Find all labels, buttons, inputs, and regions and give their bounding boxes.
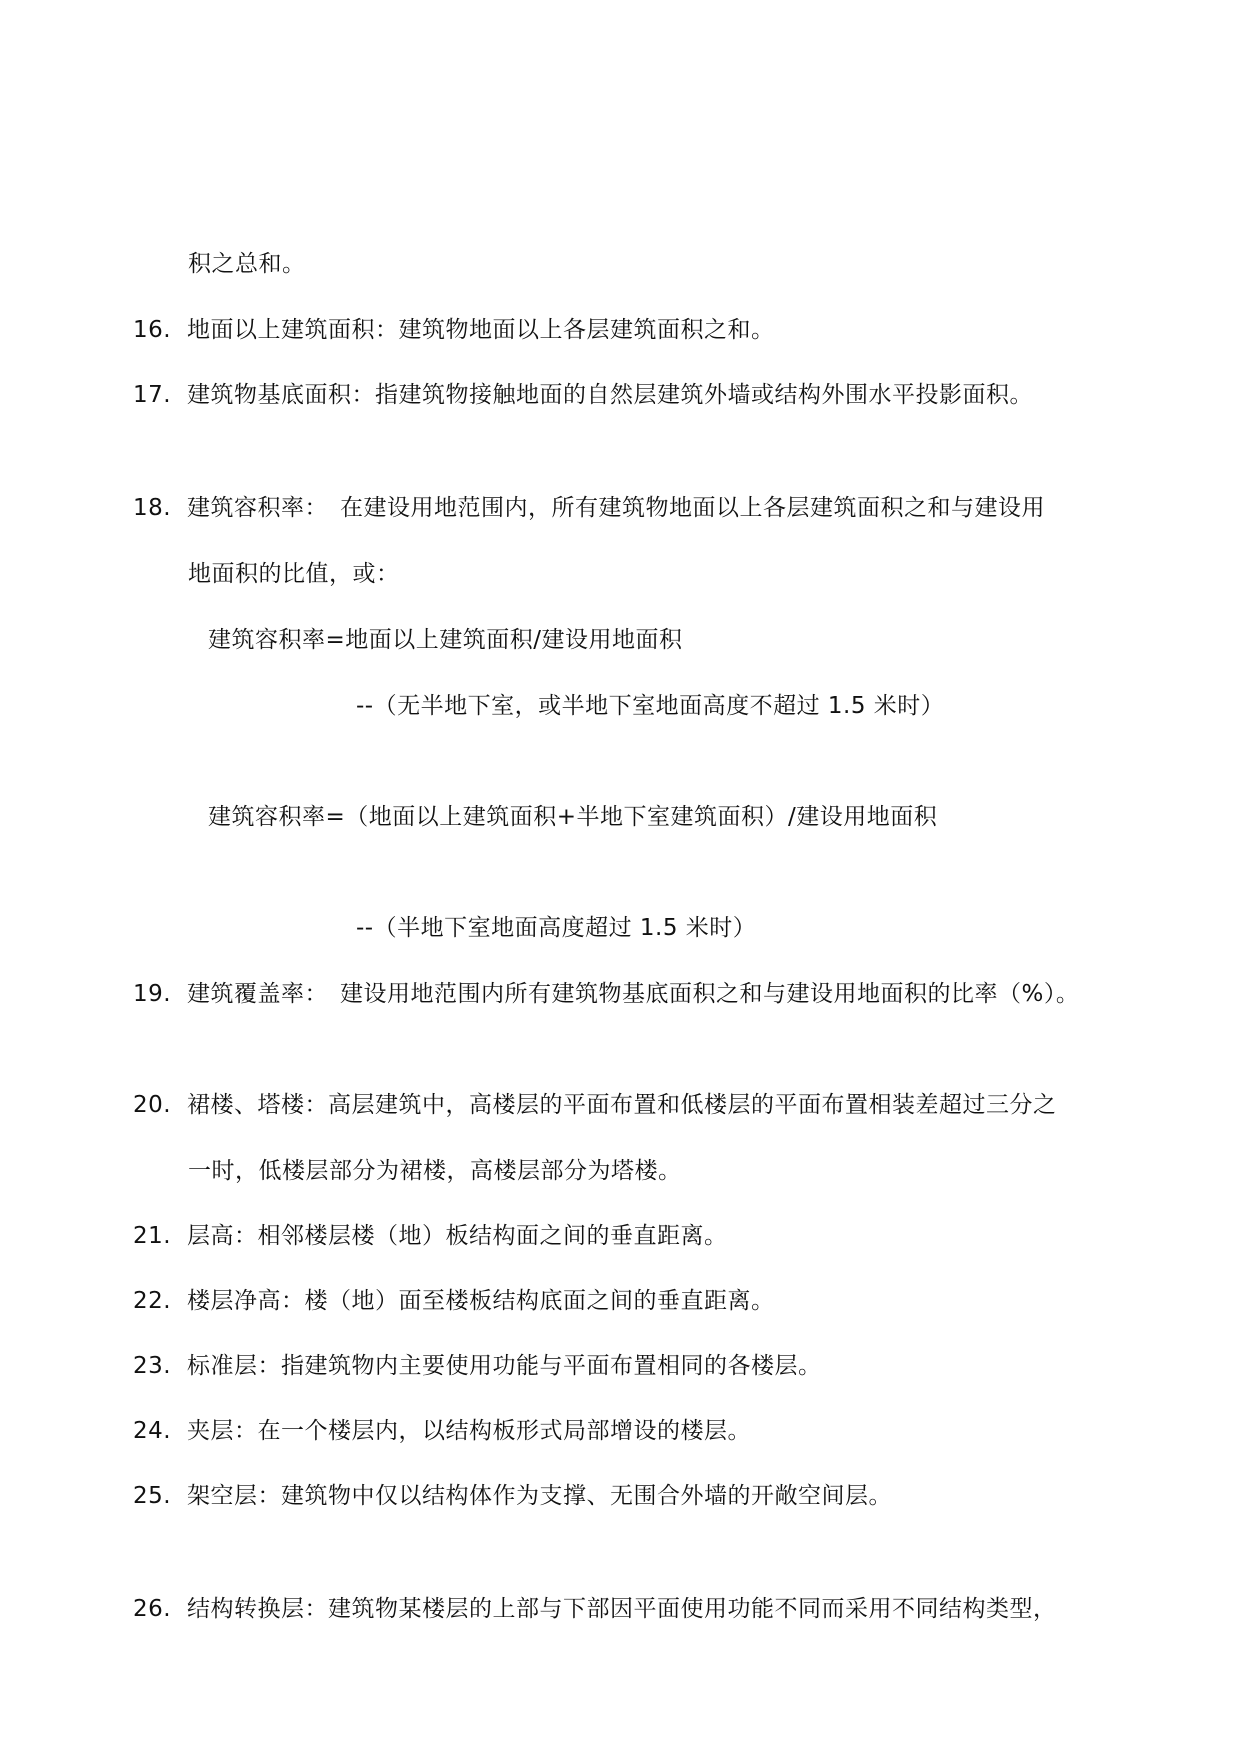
definition-text: 建筑物基底面积：指建筑物接触地面的自然层建筑外墙或结构外围水平投影面积。 <box>187 382 1033 408</box>
definition-25 <box>133 1481 892 1511</box>
definition-text: 楼层净高：楼（地）面至楼板结构底面之间的垂直距离。 <box>187 1288 775 1314</box>
formula-2-note: --（半地下室地面高度超过 1.5 米时） <box>356 915 757 941</box>
definition-text-continued: 地面积的比值，或： <box>188 561 400 587</box>
item-number: 16. <box>133 317 172 343</box>
item-number: 26. <box>133 1596 172 1622</box>
item-number: 20. <box>133 1092 172 1118</box>
formula-1: 建筑容积率=地面以上建筑面积/建设用地面积 <box>208 627 683 653</box>
item-number: 22. <box>133 1288 172 1314</box>
definition-26 <box>133 1594 1057 1624</box>
definition-text: 建筑容积率： 在建设用地范围内，所有建筑物地面以上各层建筑面积之和与建设用 <box>187 495 1045 521</box>
formula-2: 建筑容积率=（地面以上建筑面积+半地下室建筑面积）/建设用地面积 <box>208 804 938 830</box>
definition-text: 标准层：指建筑物内主要使用功能与平面布置相同的各楼层。 <box>187 1353 822 1379</box>
definition-text: 夹层：在一个楼层内，以结构板形式局部增设的楼层。 <box>187 1418 751 1444</box>
item-number: 21. <box>133 1223 172 1249</box>
definition-21 <box>133 1221 728 1251</box>
definition-20 <box>133 1090 1057 1120</box>
definition-text: 结构转换层：建筑物某楼层的上部与下部因平面使用功能不同而采用不同结构类型， <box>187 1596 1057 1622</box>
item-number: 19. <box>133 981 172 1007</box>
definition-24 <box>133 1416 751 1446</box>
definition-text: 架空层：建筑物中仅以结构体作为支撑、无围合外墙的开敞空间层。 <box>187 1483 892 1509</box>
item-number: 25. <box>133 1483 172 1509</box>
definition-text-continued: 一时，低楼层部分为裙楼，高楼层部分为塔楼。 <box>188 1158 682 1184</box>
item-number: 24. <box>133 1418 172 1444</box>
formula-1-note: --（无半地下室，或半地下室地面高度不超过 1.5 米时） <box>356 693 945 719</box>
definition-text: 地面以上建筑面积：建筑物地面以上各层建筑面积之和。 <box>187 317 775 343</box>
definition-22 <box>133 1286 775 1316</box>
item-number: 17. <box>133 382 172 408</box>
definition-19 <box>133 979 1079 1009</box>
definition-16 <box>133 315 775 345</box>
definition-17 <box>133 380 1033 410</box>
continued-text: 积之总和。 <box>188 251 306 277</box>
definition-23 <box>133 1351 822 1381</box>
definition-text: 层高：相邻楼层楼（地）板结构面之间的垂直距离。 <box>187 1223 728 1249</box>
item-number: 18. <box>133 495 172 521</box>
definition-18 <box>133 493 1045 523</box>
definition-text: 裙楼、塔楼：高层建筑中，高楼层的平面布置和低楼层的平面布置相装差超过三分之 <box>187 1092 1057 1118</box>
item-number: 23. <box>133 1353 172 1379</box>
definition-text: 建筑覆盖率： 建设用地范围内所有建筑物基底面积之和与建设用地面积的比率（%）。 <box>187 981 1080 1007</box>
